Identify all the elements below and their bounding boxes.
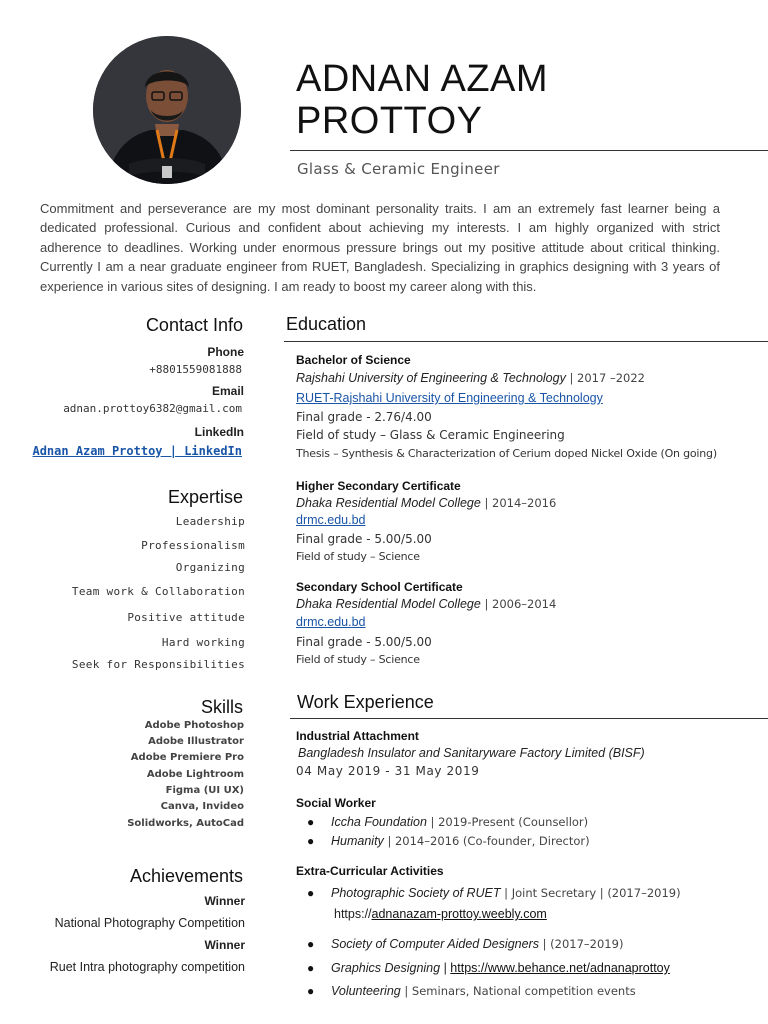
work-divider (290, 718, 768, 719)
gd-sep: | (440, 961, 451, 975)
bullet-icon: ● (307, 984, 315, 998)
extra-item-graphics (331, 961, 670, 975)
expertise-item: Organizing (175, 561, 245, 574)
education-divider (284, 341, 768, 342)
ssc-grade: Final grade - 5.00/5.00 (296, 635, 432, 649)
bsc-degree: Bachelor of Science (296, 353, 411, 367)
hsc-institution-line (296, 496, 556, 510)
bsc-institution: Rajshahi University of Engineering & Technology (296, 371, 566, 385)
bsc-link[interactable]: RUET-Rajshahi University of Engineering & Technology (296, 391, 603, 405)
extra-item-scad (331, 937, 623, 951)
bsc-field: Field of study – Glass & Ceramic Engineering (296, 428, 565, 442)
social-org: Iccha Foundation (331, 815, 427, 829)
ssc-field: Field of study – Science (296, 653, 420, 666)
ssc-link[interactable]: drmc.edu.bd (296, 615, 366, 629)
behance-link[interactable]: https://www.behance.net/adnanaprottoy (450, 961, 670, 975)
extra-item-volunteering (331, 984, 636, 998)
header-divider (290, 150, 768, 151)
expertise-item: Leadership (175, 515, 245, 528)
vol-org: Volunteering (331, 984, 401, 998)
extra-title: Extra-Curricular Activities (296, 864, 444, 878)
ssc-degree: Secondary School Certificate (296, 580, 463, 594)
person-avatar-icon (93, 36, 241, 184)
email-value: adnan.prottoy6382@gmail.com (63, 402, 242, 415)
ssc-years: | 2006–2014 (480, 597, 557, 611)
social-detail: | 2019-Present (Counsellor) (426, 815, 589, 829)
extra-item-photographic (331, 886, 681, 900)
expertise-item: Professionalism (141, 539, 245, 552)
social-item (331, 834, 590, 848)
phone-value: +8801559081888 (149, 363, 242, 376)
email-label: Email (211, 384, 244, 398)
linkedin-label: LinkedIn (194, 425, 244, 439)
skill-item: Adobe Photoshop (144, 720, 244, 731)
ps-link-prefix: https:// (334, 907, 372, 921)
bullet-icon: ● (307, 961, 315, 975)
name-line-1: ADNAN AZAM (296, 58, 549, 100)
vol-detail: | Seminars, National competition events (400, 984, 636, 998)
industrial-dates: 04 May 2019 - 31 May 2019 (296, 764, 480, 778)
skills-heading: Skills (200, 697, 243, 717)
skill-item: Figma (UI UX) (165, 785, 244, 796)
skill-item: Adobe Lightroom (146, 769, 244, 780)
skill-item: Adobe Illustrator (148, 736, 244, 747)
hsc-grade: Final grade - 5.00/5.00 (296, 532, 432, 546)
achievement-label: Winner (204, 938, 245, 952)
ssc-institution: Dhaka Residential Model College (296, 597, 481, 611)
candidate-name (296, 58, 548, 142)
scad-detail: | (2017–2019) (538, 937, 624, 951)
ssc-institution-line (296, 597, 556, 611)
ps-detail: | Joint Secretary | (2017–2019) (500, 886, 681, 900)
linkedin-link[interactable]: Adnan Azam Prottoy | LinkedIn (32, 444, 242, 458)
expertise-item: Seek for Responsibilities (71, 658, 245, 671)
expertise-item: Hard working (161, 636, 245, 649)
job-title: Glass & Ceramic Engineer (297, 160, 500, 178)
profile-summary: Commitment and perseverance are my most dominant personality traits. I am an extremely fast learner being a dedicated professional. Curious and confident about achieving my interests. I am highly organized with strict adherence to deadlines. Working under enormous pressure brings out my positive attitude about critical thinking. Currently I am a near graduate engineer from RUET, Bangladesh. Specializing in graphics designing with 3 years of experience in various sites of designing. I am ready to boost my career along with this. (40, 201, 720, 294)
phone-label: Phone (207, 345, 244, 359)
hsc-field: Field of study – Science (296, 550, 420, 563)
bullet-icon: ● (307, 815, 315, 829)
ps-website-link[interactable]: adnanazam-prottoy.weebly.com (371, 907, 547, 921)
skill-item: Adobe Premiere Pro (130, 752, 244, 763)
social-item (331, 815, 588, 829)
industrial-title: Industrial Attachment (296, 729, 419, 743)
bsc-thesis: Thesis – Synthesis & Characterization of Cerium doped Nickel Oxide (On going) (296, 447, 717, 460)
bullet-icon: ● (307, 937, 315, 951)
social-org: Humanity (331, 834, 384, 848)
profile-photo (93, 36, 241, 184)
work-heading: Work Experience (297, 692, 434, 712)
skill-item: Canva, Invideo (160, 801, 244, 812)
hsc-degree: Higher Secondary Certificate (296, 479, 461, 493)
achievement-value: Ruet Intra photography competition (49, 960, 245, 974)
hsc-institution: Dhaka Residential Model College (296, 496, 481, 510)
scad-org: Society of Computer Aided Designers (331, 937, 539, 951)
hsc-link[interactable]: drmc.edu.bd (296, 513, 366, 527)
ps-org: Photographic Society of RUET (331, 886, 501, 900)
skill-item: Solidworks, AutoCad (127, 818, 244, 829)
social-detail: | 2014–2016 (Co-founder, Director) (383, 834, 590, 848)
bullet-icon: ● (307, 834, 315, 848)
gd-org: Graphics Designing (331, 961, 441, 975)
education-heading: Education (286, 314, 367, 334)
hsc-years: | 2014–2016 (480, 496, 557, 510)
bsc-years: | 2017 –2022 (565, 371, 645, 385)
achievements-heading: Achievements (129, 866, 243, 886)
bsc-grade: Final grade - 2.76/4.00 (296, 410, 432, 424)
bullet-icon: ● (307, 886, 315, 900)
industrial-company: Bangladesh Insulator and Sanitaryware Factory Limited (BISF) (298, 746, 645, 760)
achievement-label: Winner (204, 894, 245, 908)
expertise-item: Team work & Collaboration (71, 585, 245, 598)
name-line-2: PROTTOY (296, 100, 483, 142)
social-title: Social Worker (296, 796, 376, 810)
bsc-institution-line (296, 371, 645, 385)
expertise-item: Positive attitude (127, 611, 245, 624)
achievement-value: National Photography Competition (54, 916, 245, 930)
ps-website (334, 907, 547, 921)
contact-heading: Contact Info (145, 315, 243, 335)
expertise-heading: Expertise (167, 487, 243, 507)
